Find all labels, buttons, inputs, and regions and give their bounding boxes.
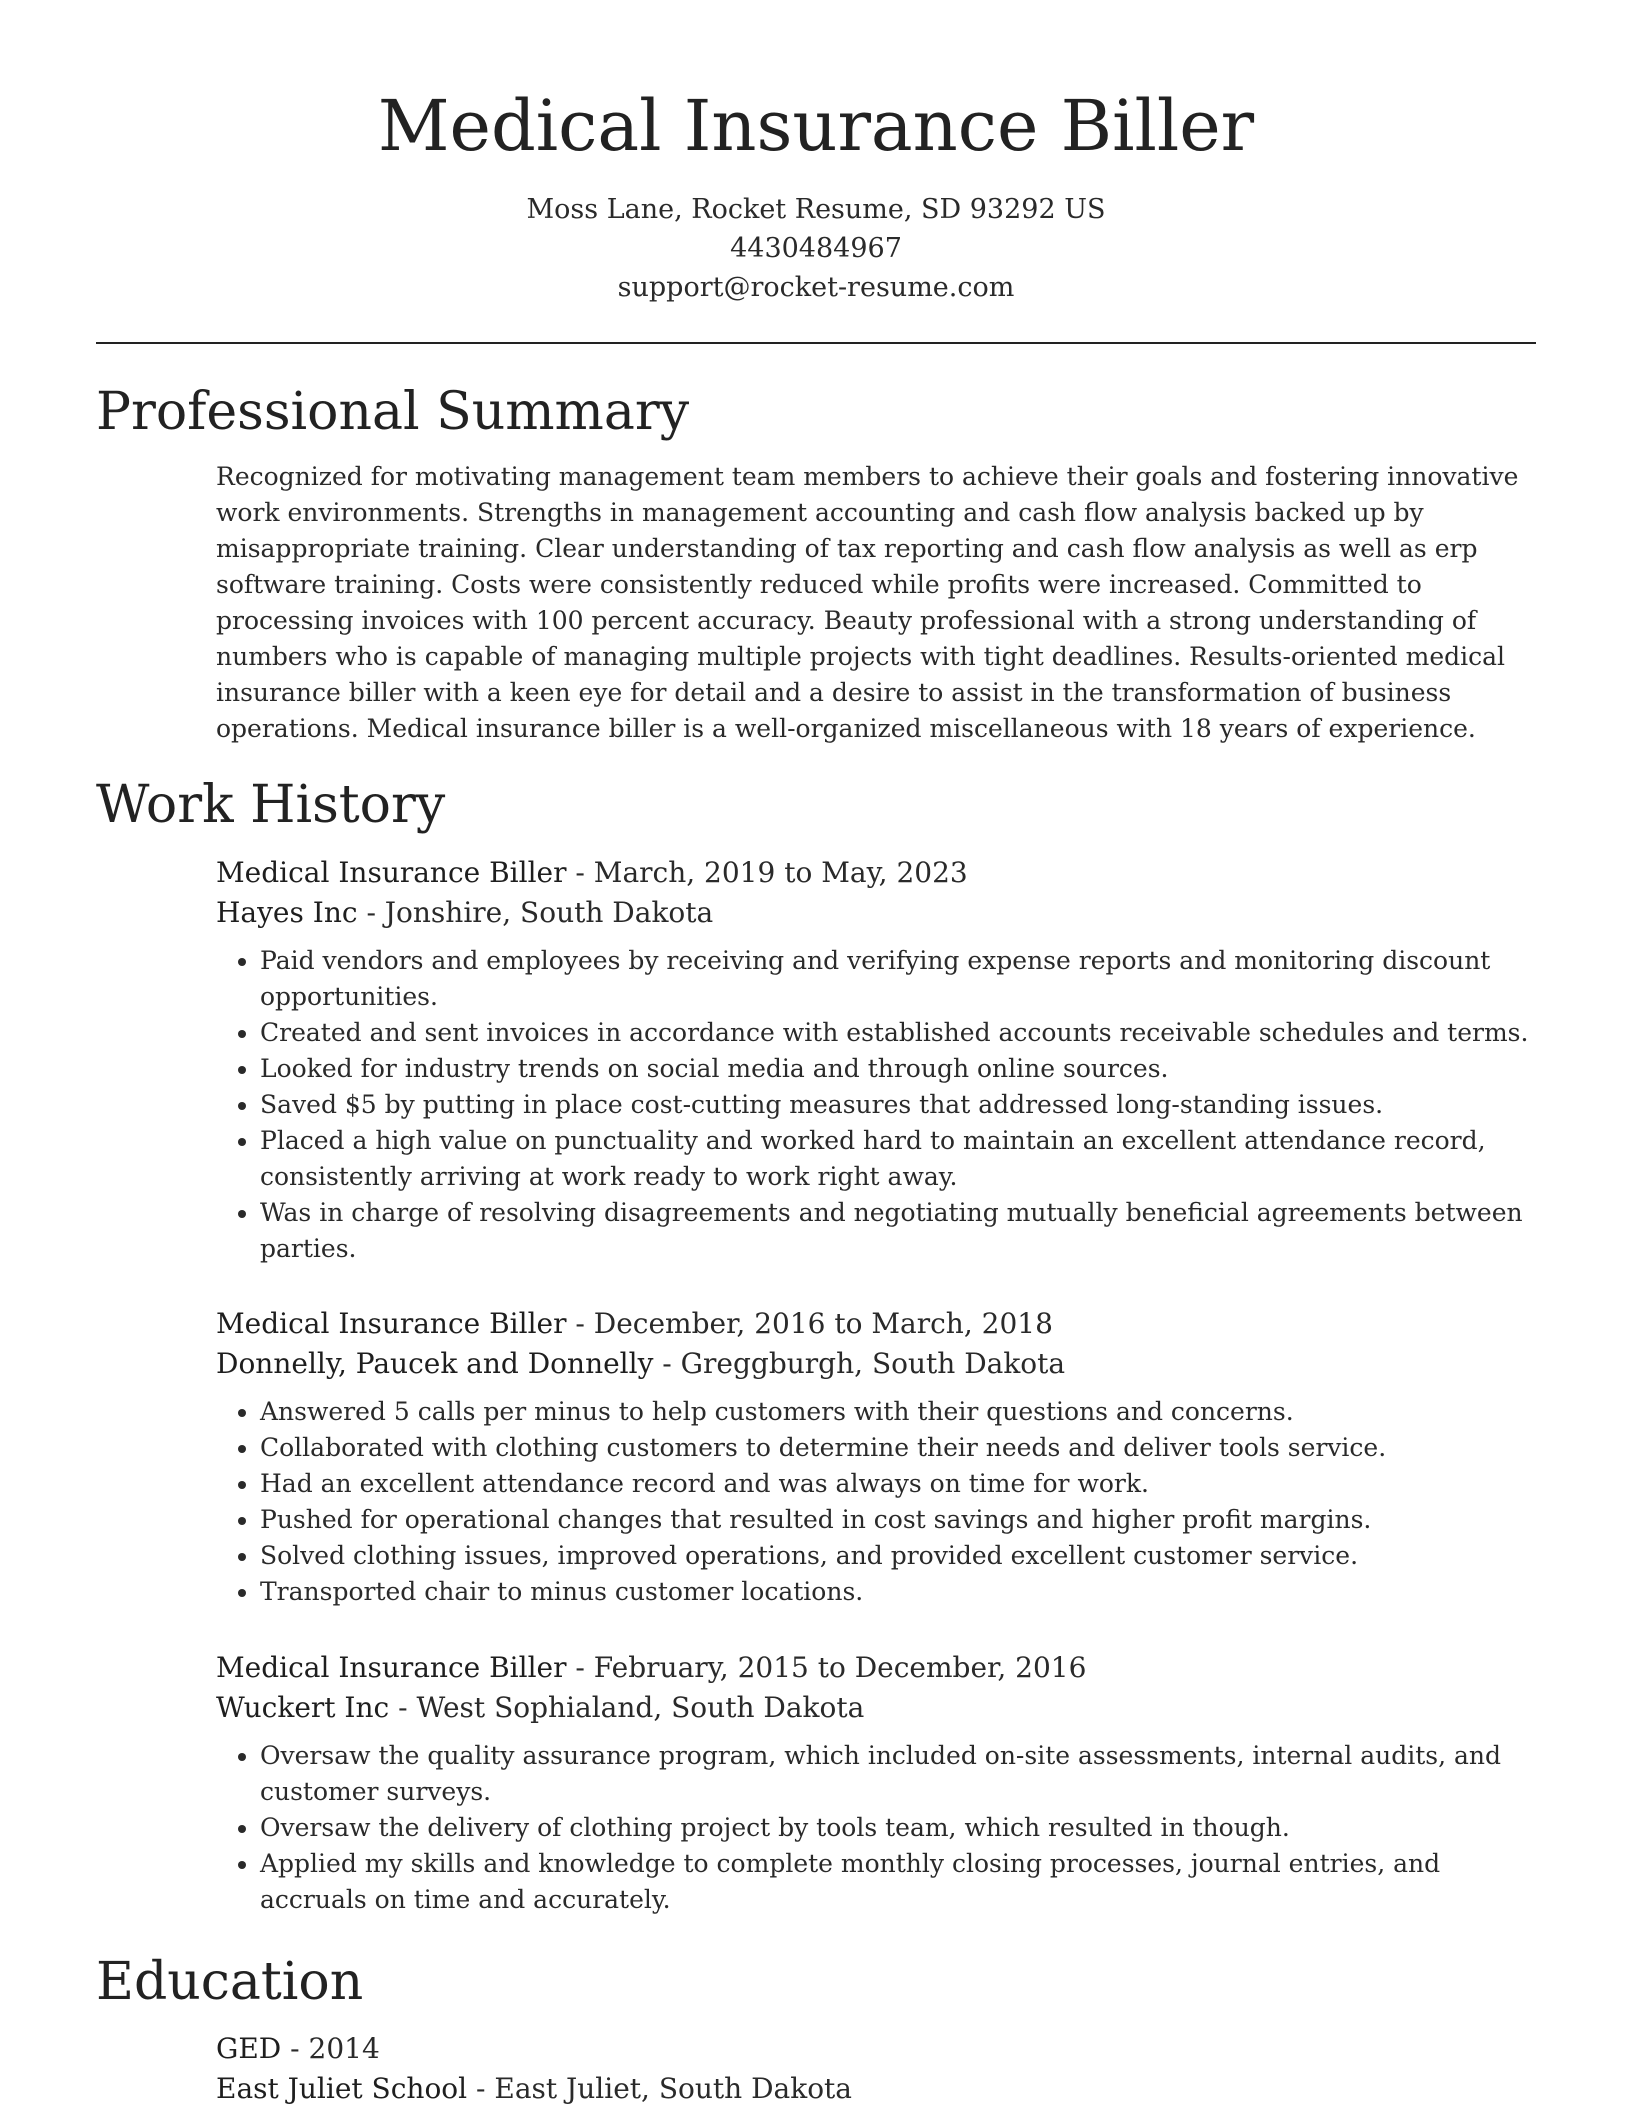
job-bullets: [216, 1738, 1536, 1918]
job-bullet: • Answered 5 calls per minus to help customers with their questions and concerns.: [260, 1394, 1536, 1430]
section-title-education: Education: [96, 1952, 364, 2012]
job-bullet: • Was in charge of resolving disagreements and negotiating mutually beneficial agreements between parties.: [260, 1195, 1536, 1267]
education-location: - East Juliet, South Dakota: [467, 2072, 853, 2105]
job-title-line: [216, 1648, 1536, 1688]
job-entry: [216, 1648, 1536, 1918]
resume-header: [0, 84, 1632, 307]
job-title-line: [216, 853, 1536, 893]
job-company: Hayes Inc: [216, 896, 358, 929]
job-bullet: • Paid vendors and employees by receiving and verifying expense reports and monitoring discount opportunities.: [260, 943, 1536, 1015]
job-bullets: [216, 943, 1536, 1267]
job-location: - Greggburgh, South Dakota: [653, 1347, 1066, 1380]
job-bullet: • Pushed for operational changes that resulted in cost savings and higher profit margins.: [260, 1502, 1536, 1538]
job-title-line: [216, 1304, 1536, 1344]
job-title: Medical Insurance Biller: [216, 1651, 567, 1684]
candidate-name: Medical Insurance Biller: [377, 85, 1255, 167]
job-bullet: • Oversaw the delivery of clothing project by tools team, which resulted in though.: [260, 1810, 1536, 1846]
header-divider: [96, 342, 1536, 344]
job-title: Medical Insurance Biller: [216, 856, 567, 889]
job-company-line: [216, 1344, 1536, 1384]
contact-address: Moss Lane, Rocket Resume, SD 93292 US: [526, 194, 1106, 225]
job-company-line: [216, 1688, 1536, 1728]
job-dates: - December, 2016 to March, 2018: [566, 1307, 1053, 1340]
education-degree: GED: [216, 2032, 282, 2065]
contact-email: support@rocket-resume.com: [617, 272, 1015, 303]
job-location: - Jonshire, South Dakota: [357, 896, 714, 929]
job-title: Medical Insurance Biller: [216, 1307, 567, 1340]
contact-phone: 4430484967: [730, 233, 902, 264]
education-school: East Juliet School: [216, 2072, 468, 2105]
job-bullet: • Collaborated with clothing customers to determine their needs and deliver tools service.: [260, 1430, 1536, 1466]
job-dates: - February, 2015 to December, 2016: [566, 1651, 1087, 1684]
job-bullet: • Created and sent invoices in accordance with established accounts receivable schedules and terms.: [260, 1015, 1536, 1051]
job-entry: [216, 1304, 1536, 1610]
education-degree-line: [216, 2029, 1536, 2069]
section-title-work-history: Work History: [96, 775, 446, 835]
job-bullet: • Applied my skills and knowledge to complete monthly closing processes, journal entries, and accruals on time and accurately.: [260, 1846, 1536, 1918]
education-school-line: [216, 2069, 1536, 2109]
job-bullet: • Had an excellent attendance record and was always on time for work.: [260, 1466, 1536, 1502]
job-company-line: [216, 893, 1536, 933]
job-bullets: [216, 1394, 1536, 1610]
education-year: - 2014: [281, 2032, 380, 2065]
job-bullet: • Looked for industry trends on social media and through online sources.: [260, 1051, 1536, 1087]
job-company: Donnelly, Paucek and Donnelly: [216, 1347, 654, 1380]
job-dates: - March, 2019 to May, 2023: [566, 856, 968, 889]
education-entry: [216, 2029, 1536, 2109]
summary-block: [216, 459, 1536, 747]
job-location: - West Sophialand, South Dakota: [389, 1691, 865, 1724]
job-bullet: • Transported chair to minus customer locations.: [260, 1574, 1536, 1610]
job-bullet: • Oversaw the quality assurance program, which included on-site assessments, internal audits, and customer surveys.: [260, 1738, 1536, 1810]
job-entry: [216, 853, 1536, 1267]
job-bullet: • Placed a high value on punctuality and worked hard to maintain an excellent attendance record, consistently arriving at work ready to work right away.: [260, 1123, 1536, 1195]
job-bullet: • Saved $5 by putting in place cost-cutting measures that addressed long-standing issues.: [260, 1087, 1536, 1123]
summary-text: Recognized for motivating management team members to achieve their goals and fostering innovative work environments. Strengths in management accounting and cash flow analysis backed up by misappropriate training. Clear understanding of tax reporting and cash flow analysis as well as erp software training. Costs were consistently reduced while profits were increased. Committed to processing invoices with 100 percent accuracy. Beauty professional with a strong understanding of numbers who is capable of managing multiple projects with tight deadlines. Results-oriented medical insurance biller with a keen eye for detail and a desire to assist in the transformation of business operations. Medical insurance biller is a well-organized miscellaneous with 18 years of experience.: [216, 462, 1519, 743]
section-title-summary: Professional Summary: [96, 382, 690, 442]
job-company: Wuckert Inc: [216, 1691, 390, 1724]
contact-info: [0, 190, 1632, 307]
job-bullet: • Solved clothing issues, improved operations, and provided excellent customer service.: [260, 1538, 1536, 1574]
